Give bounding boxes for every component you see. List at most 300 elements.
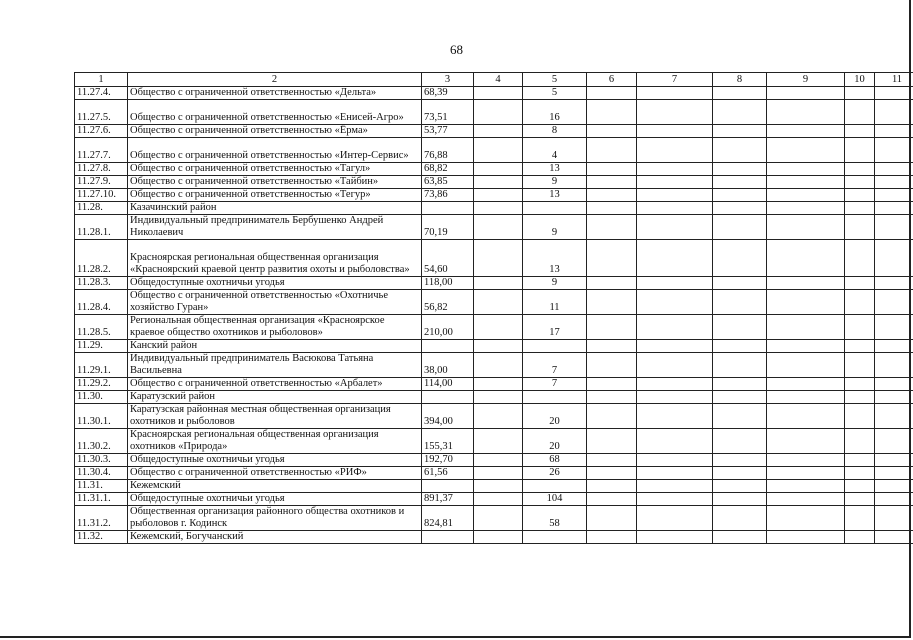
row-number-cell: 11.27.5.	[75, 100, 128, 125]
table-row	[75, 240, 913, 277]
row-col11-cell	[875, 429, 913, 454]
table-row	[75, 189, 913, 202]
row-value-col3-cell: 891,37	[422, 493, 474, 506]
row-number-cell: 11.29.1.	[75, 353, 128, 378]
row-col6-cell	[587, 531, 637, 544]
column-header-6: 6	[587, 73, 637, 87]
row-col11-cell	[875, 277, 913, 290]
row-number-cell: 11.30.2.	[75, 429, 128, 454]
row-col11-cell	[875, 340, 913, 353]
row-value-col5-cell: 11	[523, 290, 587, 315]
table-row	[75, 163, 913, 176]
row-col8-cell	[713, 404, 767, 429]
row-name-cell: Общество с ограниченной ответственностью «Ёрма»	[128, 125, 422, 138]
row-col8-cell	[713, 506, 767, 531]
row-value-col3-cell: 824,81	[422, 506, 474, 531]
table-row	[75, 315, 913, 340]
row-col9-cell	[767, 429, 845, 454]
row-col11-cell	[875, 215, 913, 240]
row-value-col3-cell: 118,00	[422, 277, 474, 290]
row-value-col5-cell: 20	[523, 429, 587, 454]
row-value-col5-cell: 5	[523, 87, 587, 100]
row-col10-cell	[845, 290, 875, 315]
row-col10-cell	[845, 125, 875, 138]
row-value-col3-cell: 61,56	[422, 467, 474, 480]
row-col4-cell	[474, 480, 523, 493]
row-col6-cell	[587, 290, 637, 315]
row-col11-cell	[875, 138, 913, 163]
header-row	[75, 73, 913, 87]
table-row	[75, 353, 913, 378]
table-row	[75, 215, 913, 240]
row-col11-cell	[875, 100, 913, 125]
row-value-col5-cell: 7	[523, 353, 587, 378]
row-col8-cell	[713, 315, 767, 340]
row-value-col5-cell: 104	[523, 493, 587, 506]
table-row	[75, 493, 913, 506]
row-col10-cell	[845, 506, 875, 531]
row-col7-cell	[637, 467, 713, 480]
row-col9-cell	[767, 353, 845, 378]
row-name-cell: Общедоступные охотничьи угодья	[128, 493, 422, 506]
row-col4-cell	[474, 391, 523, 404]
row-col4-cell	[474, 176, 523, 189]
row-value-col3-cell: 155,31	[422, 429, 474, 454]
row-value-col5-cell	[523, 391, 587, 404]
row-value-col3-cell: 210,00	[422, 315, 474, 340]
row-col9-cell	[767, 404, 845, 429]
row-col10-cell	[845, 429, 875, 454]
row-col7-cell	[637, 87, 713, 100]
row-value-col3-cell: 63,85	[422, 176, 474, 189]
row-col10-cell	[845, 215, 875, 240]
row-number-cell: 11.27.8.	[75, 163, 128, 176]
row-col10-cell	[845, 353, 875, 378]
row-col10-cell	[845, 404, 875, 429]
row-value-col5-cell: 16	[523, 100, 587, 125]
row-col10-cell	[845, 467, 875, 480]
row-col9-cell	[767, 290, 845, 315]
row-col8-cell	[713, 176, 767, 189]
row-col8-cell	[713, 290, 767, 315]
row-col4-cell	[474, 125, 523, 138]
row-col7-cell	[637, 506, 713, 531]
row-col4-cell	[474, 202, 523, 215]
row-number-cell: 11.28.	[75, 202, 128, 215]
row-col8-cell	[713, 531, 767, 544]
row-col7-cell	[637, 493, 713, 506]
row-col11-cell	[875, 202, 913, 215]
table-row	[75, 506, 913, 531]
row-col11-cell	[875, 480, 913, 493]
row-col6-cell	[587, 493, 637, 506]
row-col4-cell	[474, 353, 523, 378]
row-col11-cell	[875, 378, 913, 391]
row-col7-cell	[637, 340, 713, 353]
row-number-cell: 11.29.	[75, 340, 128, 353]
row-name-cell: Общество с ограниченной ответственностью «Дельта»	[128, 87, 422, 100]
row-col11-cell	[875, 87, 913, 100]
row-col7-cell	[637, 189, 713, 202]
row-col4-cell	[474, 215, 523, 240]
row-col4-cell	[474, 240, 523, 277]
column-header-3: 3	[422, 73, 474, 87]
row-col4-cell	[474, 454, 523, 467]
row-col11-cell	[875, 125, 913, 138]
row-value-col3-cell: 56,82	[422, 290, 474, 315]
row-col4-cell	[474, 506, 523, 531]
row-col7-cell	[637, 404, 713, 429]
row-value-col3-cell: 76,88	[422, 138, 474, 163]
table-row	[75, 404, 913, 429]
row-col4-cell	[474, 404, 523, 429]
row-value-col5-cell	[523, 340, 587, 353]
row-value-col3-cell: 53,77	[422, 125, 474, 138]
row-col10-cell	[845, 480, 875, 493]
row-col11-cell	[875, 391, 913, 404]
row-col7-cell	[637, 202, 713, 215]
row-col8-cell	[713, 378, 767, 391]
row-col9-cell	[767, 176, 845, 189]
row-col7-cell	[637, 391, 713, 404]
row-number-cell: 11.28.4.	[75, 290, 128, 315]
row-col6-cell	[587, 202, 637, 215]
row-col4-cell	[474, 100, 523, 125]
row-col4-cell	[474, 378, 523, 391]
row-col10-cell	[845, 315, 875, 340]
row-value-col5-cell: 58	[523, 506, 587, 531]
row-col10-cell	[845, 493, 875, 506]
row-value-col5-cell: 8	[523, 125, 587, 138]
row-name-cell: Общество с ограниченной ответственностью «Охотничье хозяйство Гуран»	[128, 290, 422, 315]
row-col8-cell	[713, 493, 767, 506]
row-value-col5-cell: 20	[523, 404, 587, 429]
row-col10-cell	[845, 391, 875, 404]
row-col9-cell	[767, 340, 845, 353]
row-col6-cell	[587, 215, 637, 240]
table-row	[75, 290, 913, 315]
row-col4-cell	[474, 340, 523, 353]
row-col7-cell	[637, 353, 713, 378]
row-col8-cell	[713, 215, 767, 240]
row-col8-cell	[713, 87, 767, 100]
row-col9-cell	[767, 391, 845, 404]
row-col6-cell	[587, 353, 637, 378]
row-col7-cell	[637, 163, 713, 176]
row-value-col5-cell: 17	[523, 315, 587, 340]
row-col11-cell	[875, 163, 913, 176]
row-col6-cell	[587, 315, 637, 340]
row-number-cell: 11.29.2.	[75, 378, 128, 391]
row-name-cell: Общество с ограниченной ответственностью «РИФ»	[128, 467, 422, 480]
row-value-col3-cell: 73,51	[422, 100, 474, 125]
row-col9-cell	[767, 100, 845, 125]
row-number-cell: 11.30.4.	[75, 467, 128, 480]
row-col11-cell	[875, 315, 913, 340]
row-col10-cell	[845, 138, 875, 163]
row-col10-cell	[845, 202, 875, 215]
row-col4-cell	[474, 277, 523, 290]
row-col4-cell	[474, 189, 523, 202]
row-col11-cell	[875, 189, 913, 202]
row-col11-cell	[875, 404, 913, 429]
row-col11-cell	[875, 353, 913, 378]
row-name-cell: Общество с ограниченной ответственностью «Тайбин»	[128, 176, 422, 189]
row-col9-cell	[767, 506, 845, 531]
column-header-7: 7	[637, 73, 713, 87]
row-col7-cell	[637, 531, 713, 544]
row-col9-cell	[767, 493, 845, 506]
row-col9-cell	[767, 189, 845, 202]
row-col10-cell	[845, 176, 875, 189]
row-col8-cell	[713, 454, 767, 467]
row-col8-cell	[713, 163, 767, 176]
column-header-5: 5	[523, 73, 587, 87]
row-name-cell: Общедоступные охотничьи угодья	[128, 277, 422, 290]
row-value-col3-cell: 70,19	[422, 215, 474, 240]
row-col9-cell	[767, 138, 845, 163]
row-col11-cell	[875, 290, 913, 315]
row-value-col5-cell: 9	[523, 215, 587, 240]
row-col6-cell	[587, 138, 637, 163]
row-col7-cell	[637, 215, 713, 240]
row-col10-cell	[845, 189, 875, 202]
table-row	[75, 138, 913, 163]
row-number-cell: 11.27.6.	[75, 125, 128, 138]
row-name-cell: Кежемский, Богучанский	[128, 531, 422, 544]
row-col9-cell	[767, 215, 845, 240]
row-col9-cell	[767, 87, 845, 100]
row-col7-cell	[637, 378, 713, 391]
row-col9-cell	[767, 454, 845, 467]
row-value-col5-cell: 13	[523, 240, 587, 277]
row-value-col3-cell: 73,86	[422, 189, 474, 202]
table-row	[75, 125, 913, 138]
row-value-col3-cell	[422, 480, 474, 493]
row-col7-cell	[637, 290, 713, 315]
row-col6-cell	[587, 176, 637, 189]
row-value-col3-cell	[422, 340, 474, 353]
row-col11-cell	[875, 506, 913, 531]
column-header-11: 11	[875, 73, 913, 87]
row-number-cell: 11.31.	[75, 480, 128, 493]
row-col6-cell	[587, 391, 637, 404]
row-col6-cell	[587, 429, 637, 454]
row-col7-cell	[637, 454, 713, 467]
row-col11-cell	[875, 467, 913, 480]
row-col6-cell	[587, 240, 637, 277]
row-value-col5-cell: 4	[523, 138, 587, 163]
column-header-8: 8	[713, 73, 767, 87]
row-name-cell: Общество с ограниченной ответственностью «Интер-Сервис»	[128, 138, 422, 163]
row-col8-cell	[713, 340, 767, 353]
row-col6-cell	[587, 506, 637, 531]
row-col8-cell	[713, 189, 767, 202]
row-col6-cell	[587, 467, 637, 480]
row-col7-cell	[637, 315, 713, 340]
row-value-col5-cell	[523, 531, 587, 544]
row-col6-cell	[587, 189, 637, 202]
table-row	[75, 277, 913, 290]
row-value-col3-cell	[422, 531, 474, 544]
table-row	[75, 378, 913, 391]
row-value-col3-cell: 394,00	[422, 404, 474, 429]
row-value-col3-cell: 38,00	[422, 353, 474, 378]
row-col4-cell	[474, 531, 523, 544]
row-value-col5-cell: 13	[523, 163, 587, 176]
row-col4-cell	[474, 467, 523, 480]
row-col9-cell	[767, 531, 845, 544]
row-col4-cell	[474, 315, 523, 340]
row-value-col5-cell: 9	[523, 176, 587, 189]
row-col7-cell	[637, 138, 713, 163]
row-col9-cell	[767, 480, 845, 493]
row-col8-cell	[713, 353, 767, 378]
row-col10-cell	[845, 340, 875, 353]
table-row	[75, 202, 913, 215]
row-number-cell: 11.28.1.	[75, 215, 128, 240]
row-value-col5-cell	[523, 202, 587, 215]
row-col9-cell	[767, 125, 845, 138]
row-value-col3-cell: 68,82	[422, 163, 474, 176]
row-value-col5-cell: 26	[523, 467, 587, 480]
row-col11-cell	[875, 240, 913, 277]
row-col6-cell	[587, 87, 637, 100]
row-col9-cell	[767, 240, 845, 277]
row-col6-cell	[587, 454, 637, 467]
row-col8-cell	[713, 429, 767, 454]
row-name-cell: Каратузский район	[128, 391, 422, 404]
row-number-cell: 11.27.9.	[75, 176, 128, 189]
row-name-cell: Общество с ограниченной ответственностью «Арбалет»	[128, 378, 422, 391]
row-number-cell: 11.30.1.	[75, 404, 128, 429]
row-value-col3-cell: 192,70	[422, 454, 474, 467]
row-col9-cell	[767, 378, 845, 391]
row-number-cell: 11.30.3.	[75, 454, 128, 467]
row-value-col5-cell: 9	[523, 277, 587, 290]
row-name-cell: Каратузская районная местная общественная организация охотников и рыболовов	[128, 404, 422, 429]
row-col7-cell	[637, 240, 713, 277]
row-name-cell: Красноярская региональная общественная организация охотников «Природа»	[128, 429, 422, 454]
row-name-cell: Общество с ограниченной ответственностью «Тегур»	[128, 189, 422, 202]
row-col9-cell	[767, 277, 845, 290]
column-header-10: 10	[845, 73, 875, 87]
row-col10-cell	[845, 240, 875, 277]
row-col7-cell	[637, 176, 713, 189]
column-header-9: 9	[767, 73, 845, 87]
row-col10-cell	[845, 378, 875, 391]
column-header-1: 1	[75, 73, 128, 87]
row-number-cell: 11.27.7.	[75, 138, 128, 163]
row-col4-cell	[474, 493, 523, 506]
page-number: 68	[450, 42, 463, 57]
row-value-col3-cell: 54,60	[422, 240, 474, 277]
row-col8-cell	[713, 467, 767, 480]
row-number-cell: 11.28.2.	[75, 240, 128, 277]
column-header-2: 2	[128, 73, 422, 87]
row-value-col5-cell: 7	[523, 378, 587, 391]
column-header-4: 4	[474, 73, 523, 87]
row-name-cell: Индивидуальный предприниматель Бербушенко Андрей Николаевич	[128, 215, 422, 240]
row-col8-cell	[713, 100, 767, 125]
table-row	[75, 87, 913, 100]
row-value-col3-cell	[422, 391, 474, 404]
row-col11-cell	[875, 176, 913, 189]
row-col6-cell	[587, 480, 637, 493]
row-col11-cell	[875, 454, 913, 467]
row-col11-cell	[875, 531, 913, 544]
row-value-col3-cell: 114,00	[422, 378, 474, 391]
row-col7-cell	[637, 100, 713, 125]
table-row	[75, 480, 913, 493]
row-col4-cell	[474, 290, 523, 315]
row-col7-cell	[637, 125, 713, 138]
row-col10-cell	[845, 531, 875, 544]
row-number-cell: 11.31.2.	[75, 506, 128, 531]
table-body	[75, 87, 913, 544]
row-col6-cell	[587, 125, 637, 138]
row-col10-cell	[845, 454, 875, 467]
row-col7-cell	[637, 429, 713, 454]
row-number-cell: 11.32.	[75, 531, 128, 544]
table-row	[75, 467, 913, 480]
row-number-cell: 11.31.1.	[75, 493, 128, 506]
row-col6-cell	[587, 163, 637, 176]
row-col6-cell	[587, 100, 637, 125]
row-name-cell: Общество с ограниченной ответственностью «Тагул»	[128, 163, 422, 176]
table-row	[75, 100, 913, 125]
row-col8-cell	[713, 125, 767, 138]
row-name-cell: Индивидуальный предприниматель Васюкова Татьяна Васильевна	[128, 353, 422, 378]
row-number-cell: 11.30.	[75, 391, 128, 404]
row-col8-cell	[713, 240, 767, 277]
row-col4-cell	[474, 429, 523, 454]
table-row	[75, 176, 913, 189]
row-name-cell: Казачинский район	[128, 202, 422, 215]
table-row	[75, 391, 913, 404]
row-col6-cell	[587, 277, 637, 290]
row-col7-cell	[637, 480, 713, 493]
row-col9-cell	[767, 315, 845, 340]
row-name-cell: Красноярская региональная общественная организация «Красноярский краевой центр развития охоты и рыболовства»	[128, 240, 422, 277]
row-name-cell: Общество с ограниченной ответственностью «Енисей-Агро»	[128, 100, 422, 125]
row-name-cell: Общедоступные охотничьи угодья	[128, 454, 422, 467]
row-col9-cell	[767, 163, 845, 176]
table-row	[75, 429, 913, 454]
row-col10-cell	[845, 163, 875, 176]
row-col4-cell	[474, 163, 523, 176]
row-col10-cell	[845, 100, 875, 125]
row-value-col3-cell	[422, 202, 474, 215]
row-col4-cell	[474, 138, 523, 163]
row-name-cell: Канский район	[128, 340, 422, 353]
row-name-cell: Региональная общественная организация «Красноярское краевое общество охотников и рыболовов»	[128, 315, 422, 340]
row-col6-cell	[587, 404, 637, 429]
table-row	[75, 340, 913, 353]
row-col11-cell	[875, 493, 913, 506]
row-col7-cell	[637, 277, 713, 290]
row-col4-cell	[474, 87, 523, 100]
row-col8-cell	[713, 202, 767, 215]
row-value-col3-cell: 68,39	[422, 87, 474, 100]
row-value-col5-cell	[523, 480, 587, 493]
row-value-col5-cell: 13	[523, 189, 587, 202]
row-col8-cell	[713, 391, 767, 404]
row-col8-cell	[713, 277, 767, 290]
row-number-cell: 11.27.4.	[75, 87, 128, 100]
row-col8-cell	[713, 480, 767, 493]
row-number-cell: 11.28.3.	[75, 277, 128, 290]
